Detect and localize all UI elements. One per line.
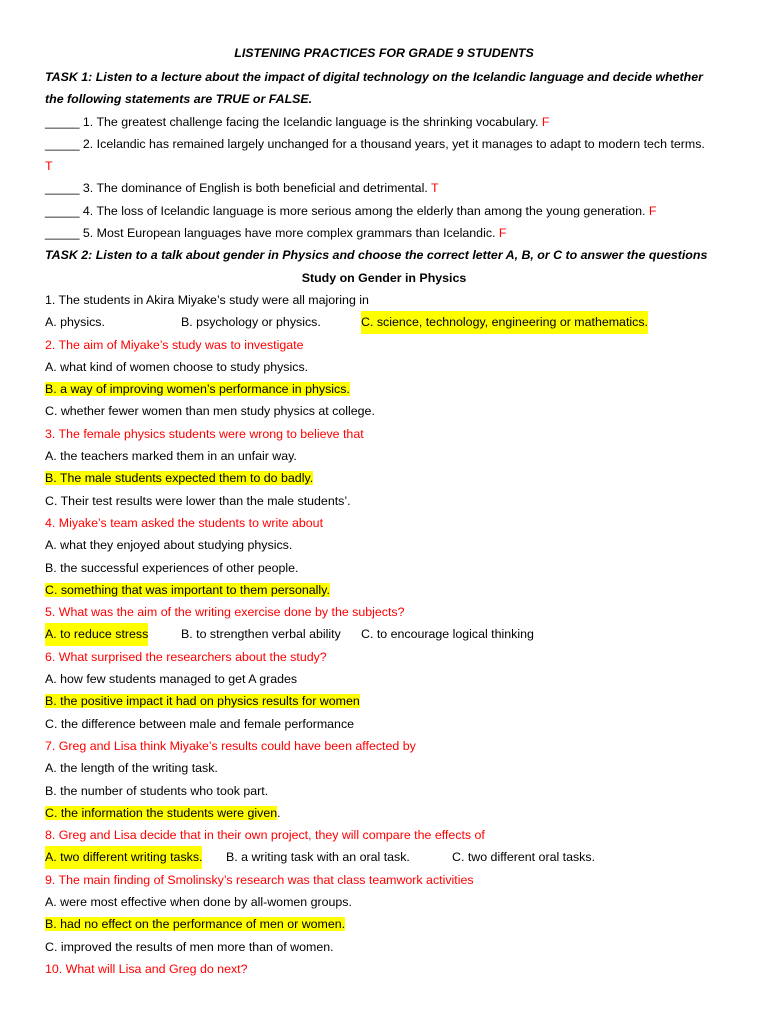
- option-b[interactable]: B. the number of students who took part.: [45, 783, 269, 798]
- question-8: 8. Greg and Lisa decide that in their own project, they will compare the effects of: [45, 828, 485, 843]
- option-b[interactable]: B. a writing task with an oral task.: [226, 850, 410, 865]
- option-c-correct[interactable]: C. the information the students were given: [45, 805, 278, 820]
- answer-blank[interactable]: _____: [45, 136, 80, 151]
- option-c[interactable]: C. Their test results were lower than the male students’.: [45, 493, 351, 508]
- answer-mark: T: [431, 181, 439, 196]
- section-heading: Study on Gender in Physics: [301, 270, 467, 285]
- option-c-correct[interactable]: C. something that was important to them personally.: [45, 582, 330, 597]
- option-a-correct[interactable]: A. two different writing tasks.: [45, 846, 202, 868]
- question-10: 10. What will Lisa and Greg do next?: [45, 961, 248, 976]
- option-a[interactable]: A. what kind of women choose to study physics.: [45, 359, 309, 374]
- answer-mark: F: [648, 203, 657, 218]
- task1-item-2: [45, 133, 723, 178]
- question-4: 4. Miyake’s team asked the students to write about: [45, 515, 324, 530]
- statement-text: 3. The dominance of English is both beneficial and detrimental.: [79, 181, 431, 196]
- option-b-correct[interactable]: B. had no effect on the performance of men or women.: [45, 917, 346, 932]
- answer-mark: F: [541, 114, 550, 129]
- question-5-options: [45, 623, 723, 645]
- answer-blank[interactable]: _____: [45, 181, 80, 196]
- statement-text: 5. Most European languages have more complex grammars than Icelandic.: [79, 226, 499, 241]
- option-c[interactable]: C. improved the results of men more than of women.: [45, 939, 334, 954]
- answer-blank[interactable]: _____: [45, 226, 80, 241]
- option-b-correct[interactable]: B. the positive impact it had on physics results for women: [45, 694, 360, 709]
- option-c-period: .: [277, 805, 281, 820]
- option-a[interactable]: A. the teachers marked them in an unfair way.: [45, 449, 297, 464]
- statement-text: 2. Icelandic has remained largely unchanged for a thousand years, yet it manages to adapt to modern tech terms.: [79, 136, 705, 151]
- option-b-correct[interactable]: B. The male students expected them to do badly.: [45, 471, 314, 486]
- option-c[interactable]: C. whether fewer women than men study physics at college.: [45, 404, 375, 419]
- question-3: 3. The female physics students were wrong to believe that: [45, 426, 364, 441]
- task1-item-5: [45, 222, 723, 244]
- question-7: 7. Greg and Lisa think Miyake’s results could have been affected by: [45, 738, 416, 753]
- option-b-correct[interactable]: B. a way of improving women’s performance in physics.: [45, 382, 350, 397]
- option-c[interactable]: C. to encourage logical thinking: [361, 627, 534, 642]
- option-a[interactable]: A. the length of the writing task.: [45, 761, 218, 776]
- option-b[interactable]: B. to strengthen verbal ability: [181, 627, 341, 642]
- option-b[interactable]: B. the successful experiences of other people.: [45, 560, 299, 575]
- task2-instruction: TASK 2: Listen to a talk about gender in Physics and choose the correct letter A, B, or C to answer the questions: [45, 248, 708, 263]
- option-c[interactable]: C. two different oral tasks.: [452, 850, 596, 865]
- option-a[interactable]: A. what they enjoyed about studying physics.: [45, 538, 293, 553]
- task1-item-3: [45, 177, 723, 199]
- option-a[interactable]: A. how few students managed to get A grades: [45, 672, 298, 687]
- task1-item-1: [45, 111, 723, 133]
- question-8-options: [45, 846, 723, 868]
- answer-blank[interactable]: _____: [45, 114, 80, 129]
- answer-blank[interactable]: _____: [45, 203, 80, 218]
- question-1-options: [45, 311, 723, 333]
- option-c[interactable]: C. the difference between male and female performance: [45, 716, 355, 731]
- task1-item-4: [45, 200, 723, 222]
- statement-text: 1. The greatest challenge facing the Icelandic language is the shrinking vocabulary.: [79, 114, 542, 129]
- page-title: LISTENING PRACTICES FOR GRADE 9 STUDENTS: [234, 46, 534, 60]
- option-a-correct[interactable]: A. to reduce stress: [45, 623, 148, 645]
- answer-mark: F: [498, 226, 507, 241]
- question-2: 2. The aim of Miyake’s study was to investigate: [45, 337, 304, 352]
- question-1: 1. The students in Akira Miyake’s study were all majoring in: [45, 292, 369, 307]
- answer-mark: T: [45, 159, 53, 174]
- option-a[interactable]: A. physics.: [45, 315, 105, 330]
- question-5: 5. What was the aim of the writing exercise done by the subjects?: [45, 605, 405, 620]
- question-9: 9. The main finding of Smolinsky’s research was that class teamwork activities: [45, 872, 474, 887]
- option-b[interactable]: B. psychology or physics.: [181, 315, 321, 330]
- option-c-correct[interactable]: C. science, technology, engineering or mathematics.: [361, 311, 648, 333]
- statement-text: 4. The loss of Icelandic language is more serious among the elderly than among the young generation.: [79, 203, 649, 218]
- question-6: 6. What surprised the researchers about the study?: [45, 649, 327, 664]
- task1-instruction: TASK 1: Listen to a lecture about the impact of digital technology on the Icelandic language and decide whether the following statements are TRUE or FALSE.: [45, 70, 703, 107]
- option-a[interactable]: A. were most effective when done by all-women groups.: [45, 894, 352, 909]
